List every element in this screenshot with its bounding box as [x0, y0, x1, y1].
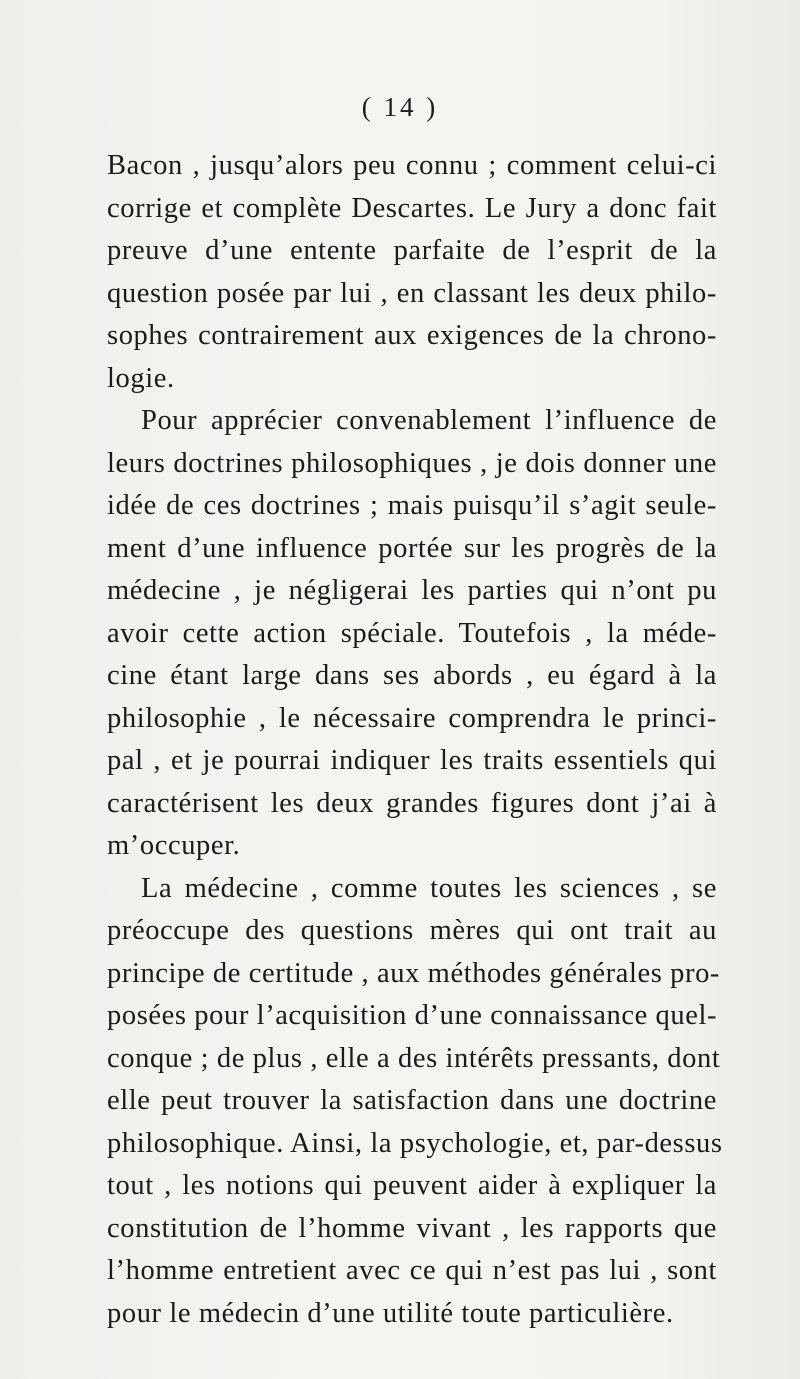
text-line: La médecine , comme toutes les sciences , se — [141, 872, 717, 904]
text-line: idée de ces doctrines ; mais puisqu’il s’agit seule- — [107, 490, 717, 521]
text-line: posées pour l’acquisition d’une connaissance quel- — [107, 1000, 718, 1031]
text-line: principe de certitude , aux méthodes générales pro- — [107, 957, 721, 989]
text-line: philosophie , le nécessaire comprendra le princi- — [107, 702, 717, 734]
text-line: pour le médecin d’une utilité toute particulière. — [107, 1297, 674, 1329]
text-line: caractérisent les deux grandes figures dont j’ai à — [107, 787, 717, 819]
paragraph — [107, 868, 723, 1336]
text-line: tout , les notions qui peuvent aider à expliquer la — [107, 1170, 717, 1201]
text-line: elle peut trouver la satisfaction dans une doctrine — [107, 1085, 717, 1116]
text-line: m’occuper. — [107, 830, 241, 861]
page-number: ( 14 ) — [361, 92, 439, 122]
text-line: philosophique. Ainsi, la psychologie, et, par-dessus — [107, 1127, 723, 1159]
text-line: Pour apprécier convenablement l’influence de — [141, 405, 717, 436]
text-line: pal , et je pourrai indiquer les traits essentiels qui — [107, 745, 717, 776]
paragraph — [107, 400, 717, 868]
text-line: leurs doctrines philosophiques , je dois donner une — [107, 447, 717, 479]
text-line: corrige et complète Descartes. Le Jury a donc fait — [107, 192, 717, 224]
text-line: ment d’une influence portée sur les progrès de la — [107, 532, 717, 564]
text-line: préoccupe des questions mères qui ont trait au — [107, 915, 717, 946]
text-line: médecine , je négligerai les parties qui n’ont pu — [107, 575, 717, 606]
text-line: sophes contrairement aux exigences de la chrono- — [107, 320, 717, 351]
text-line: logie. — [107, 362, 175, 394]
paragraph — [107, 145, 717, 400]
text-line: conque ; de plus , elle a des intérêts pressants, dont — [107, 1042, 721, 1074]
text-line: constitution de l’homme vivant , les rapports que — [107, 1212, 717, 1244]
text-line: l’homme entretient avec ce qui n’est pas lui , sont — [107, 1255, 717, 1286]
text-line: question posée par lui , en classant les deux philo- — [107, 277, 717, 309]
text-line: cine étant large dans ses abords , eu égard à la — [107, 660, 717, 691]
text-line: preuve d’une entente parfaite de l’esprit de la — [107, 235, 717, 266]
text-line: Bacon , jusqu’alors peu connu ; comment celui-ci — [107, 150, 717, 181]
text-line: avoir cette action spéciale. Toutefois , la méde- — [107, 617, 717, 649]
body-text — [107, 145, 723, 1335]
